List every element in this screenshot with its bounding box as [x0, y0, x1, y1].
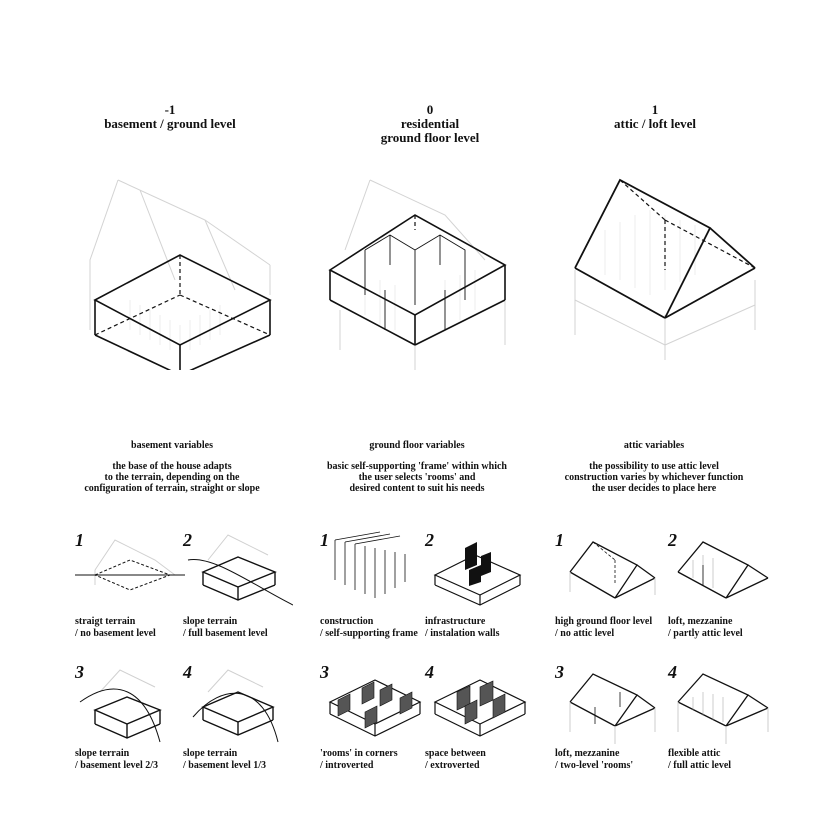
description-line: the possibility to use attic level — [589, 461, 719, 472]
caption-line: / basement level 1/3 — [183, 760, 267, 771]
variant-sketch — [320, 530, 430, 610]
caption-line: / full basement level — [183, 628, 268, 639]
caption-line: high ground floor level — [555, 616, 653, 627]
ground-floor-variables-section — [287, 440, 547, 494]
caption-line: / introverted — [320, 760, 374, 771]
variant-number: 1 — [75, 530, 84, 550]
caption-line: 'rooms' in corners — [320, 748, 398, 759]
variant-caption — [183, 748, 313, 772]
caption-line: / partly attic level — [668, 628, 743, 639]
variant-sketch — [75, 530, 185, 610]
variant-caption — [425, 748, 555, 772]
variant-number: 3 — [320, 662, 329, 682]
caption-line: / no attic level — [555, 628, 615, 639]
caption-line: / self-supporting frame — [320, 628, 418, 639]
variant-sketch — [555, 530, 665, 610]
variant-sketch — [668, 530, 778, 610]
variant-sketch — [320, 662, 430, 747]
caption-line: infrastructure — [425, 616, 486, 627]
variant-caption — [668, 616, 798, 640]
level-number: -1 — [164, 102, 176, 117]
level-name: basement / ground level — [104, 116, 236, 131]
variant-caption — [555, 748, 685, 772]
variant-number: 4 — [425, 662, 434, 682]
title-basement — [70, 103, 270, 131]
basement-variables-section — [42, 440, 302, 494]
variant-sketch — [425, 662, 535, 747]
caption-line: construction — [320, 616, 374, 627]
description-line: configuration of terrain, straight or slope — [84, 483, 260, 494]
caption-line: / full attic level — [668, 760, 732, 771]
description-line: basic self-supporting 'frame' within which — [326, 461, 507, 472]
variant-sketch — [668, 662, 778, 747]
caption-line: slope terrain — [183, 616, 238, 627]
caption-line: slope terrain — [183, 748, 238, 759]
variant-number: 2 — [425, 530, 434, 550]
variant-caption — [183, 616, 313, 640]
caption-line: / basement level 2/3 — [75, 760, 159, 771]
variant-sketch — [75, 662, 185, 747]
attic-axonometric-figure — [565, 170, 765, 370]
section-heading: basement variables — [131, 440, 213, 451]
variant-sketch — [183, 662, 293, 747]
variant-number: 2 — [668, 530, 677, 550]
caption-line: slope terrain — [75, 748, 130, 759]
variant-number: 1 — [555, 530, 564, 550]
section-heading: attic variables — [623, 440, 685, 451]
description-line: the user selects 'rooms' and — [358, 472, 476, 483]
variant-number: 4 — [183, 662, 192, 682]
variant-caption — [668, 748, 798, 772]
variant-number: 4 — [668, 662, 677, 682]
variant-caption — [555, 616, 685, 640]
ground-floor-axonometric-figure — [325, 170, 520, 370]
level-name-2: ground floor level — [380, 130, 480, 145]
description-line: the base of the house adapts — [112, 461, 232, 472]
level-number: 1 — [651, 102, 659, 117]
caption-line: / two-level 'rooms' — [555, 760, 634, 771]
description-line: construction varies by whichever function — [564, 472, 744, 483]
variant-number: 2 — [183, 530, 192, 550]
variant-sketch — [183, 530, 293, 610]
variant-number: 1 — [320, 530, 329, 550]
description-line: the user decides to place here — [591, 483, 717, 494]
description-line: to the terrain, depending on the — [104, 472, 240, 483]
caption-line: space between — [425, 748, 486, 759]
caption-line: straigt terrain — [75, 616, 136, 627]
variant-number: 3 — [555, 662, 564, 682]
caption-line: loft, mezzanine — [555, 748, 620, 759]
title-attic — [555, 103, 755, 131]
caption-line: / extroverted — [425, 760, 480, 771]
caption-line: flexible attic — [668, 748, 721, 759]
variant-sketch — [425, 530, 535, 610]
variant-caption — [425, 616, 555, 640]
variant-sketch — [555, 662, 665, 747]
variant-number: 3 — [75, 662, 84, 682]
basement-axonometric-figure — [80, 170, 280, 370]
level-name: residential — [400, 116, 460, 131]
caption-line: / no basement level — [75, 628, 156, 639]
caption-line: / instalation walls — [425, 628, 500, 639]
section-heading: ground floor variables — [369, 440, 465, 451]
attic-variables-section — [524, 440, 784, 494]
level-number: 0 — [426, 102, 434, 117]
level-name: attic / loft level — [614, 116, 696, 131]
title-ground — [330, 103, 530, 145]
caption-line: loft, mezzanine — [668, 616, 733, 627]
description-line: desired content to suit his needs — [349, 483, 485, 494]
